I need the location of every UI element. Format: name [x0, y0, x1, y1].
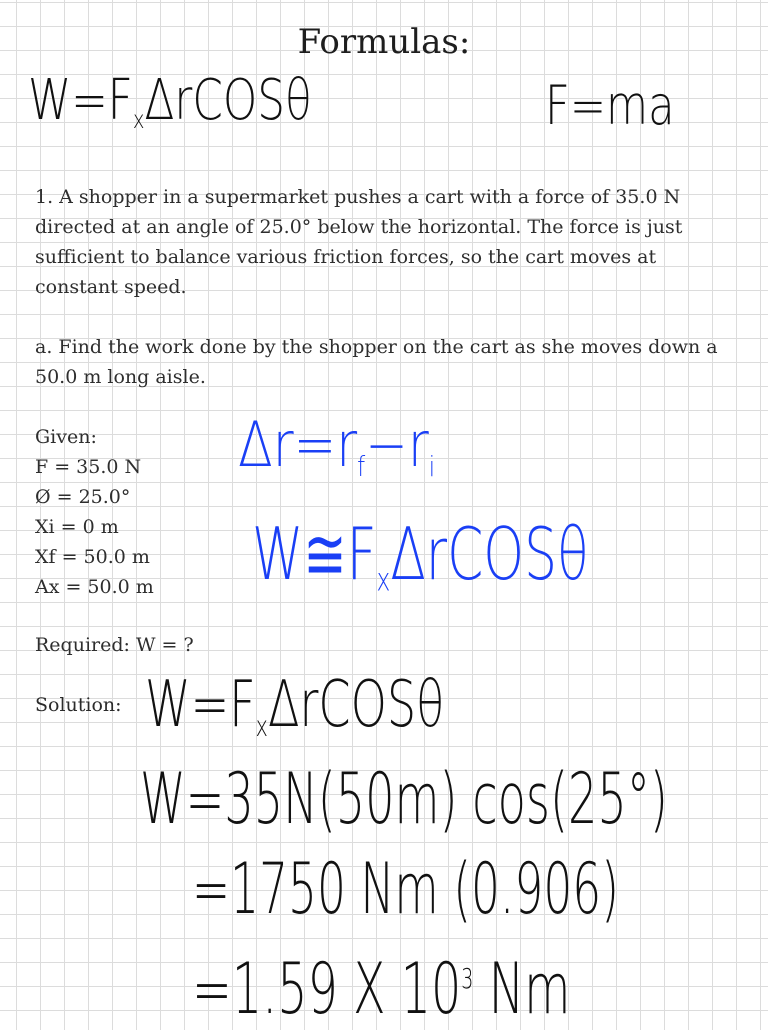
blue-displacement-note [238, 408, 435, 483]
work-formula [28, 68, 312, 134]
page-title: Formulas: [297, 22, 471, 62]
step1-subscript: x [255, 709, 268, 744]
part-a-question: a. Find the work done by the shopper on the cart as she moves down a 50.0 m long aisle. [35, 336, 718, 388]
blue-work-lead: W≅F [252, 512, 377, 596]
work-formula-subscript: x [132, 104, 145, 134]
solution-step-2: W=35N(50m) cos(25°) [140, 758, 668, 840]
displacement-lead: Δr=r [238, 408, 358, 481]
blue-work-tail: ΔrCOSθ [390, 512, 589, 596]
problem-statement: 1. A shopper in a supermarket pushes a cart with a force of 35.0 N directed at an angle of 25.0° below the horizontal. The force is just sufficient to balance various friction forces, so the cart moves at constant speed. [35, 186, 683, 298]
solution-step-1 [145, 668, 444, 743]
given-item: Ax = 50.0 m [35, 576, 154, 598]
solution-label: Solution: [35, 694, 122, 716]
required-line: Required: W = ? [35, 634, 194, 656]
given-item: Xf = 50.0 m [35, 546, 150, 568]
given-label: Given: [35, 426, 97, 448]
displacement-sub-f: f [357, 449, 366, 483]
displacement-mid: −r [365, 408, 429, 481]
step4-exponent: 3 [461, 961, 474, 995]
work-formula-tail: ΔrCOSθ [144, 68, 312, 133]
given-list [35, 422, 235, 602]
step1-lead: W=F [145, 668, 256, 742]
given-item: Ø = 25.0° [35, 486, 131, 508]
step4-unit: Nm [473, 948, 571, 1030]
work-formula-lead: W=F [28, 68, 133, 133]
blue-work-subscript: x [376, 560, 391, 599]
solution-step-3: =1750 Nm (0.906) [192, 848, 619, 930]
given-item: F = 35.0 N [35, 456, 142, 478]
blue-work-note [252, 512, 589, 598]
newton-formula: F=ma [545, 74, 675, 137]
step4-lead: =1.59 X 10 [192, 948, 462, 1030]
step1-tail: ΔrCOSθ [267, 668, 445, 742]
displacement-sub-i: i [428, 449, 436, 483]
given-item: Xi = 0 m [35, 516, 119, 538]
solution-step-4 [192, 948, 571, 1030]
